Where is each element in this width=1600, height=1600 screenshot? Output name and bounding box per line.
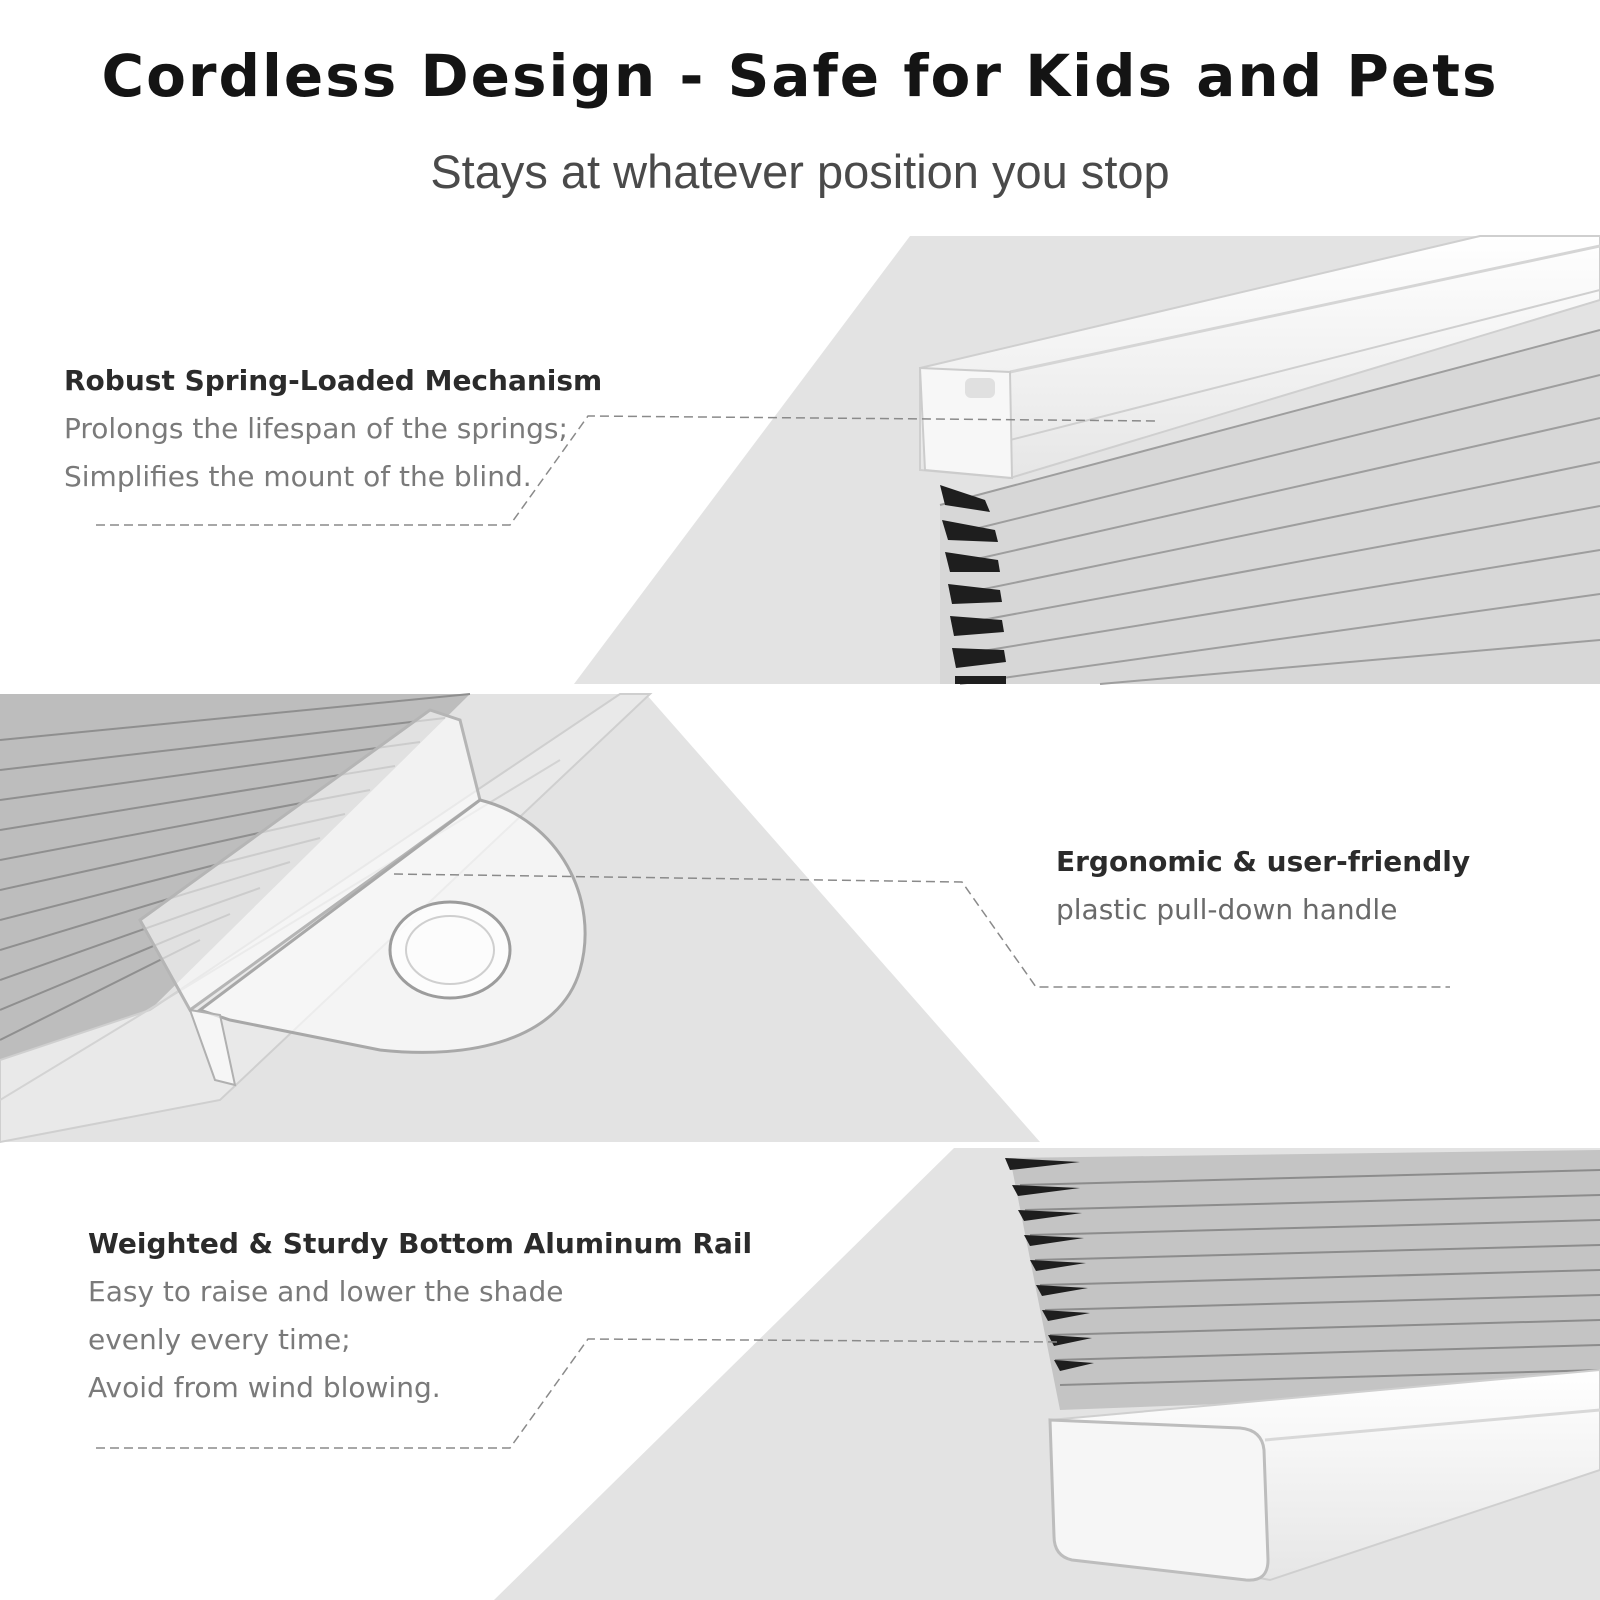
callout-text-line: plastic pull-down handle [1056,893,1398,926]
callout-spring-mechanism [64,357,602,501]
page-subtitle: Stays at whatever position you stop [430,145,1170,198]
page-title: Cordless Design - Safe for Kids and Pets [101,42,1499,110]
callout-heading: Ergonomic & user-friendly [1056,845,1471,878]
panel-top-rail [574,236,1600,684]
callout-text-line: Simplifies the mount of the blind. [64,460,532,493]
callout-text-line: Easy to raise and lower the shade [88,1275,564,1308]
pleats-bottom [1005,1150,1600,1410]
callout-heading: Weighted & Sturdy Bottom Aluminum Rail [88,1227,753,1260]
panel-handle [0,694,1040,1142]
callout-text-line: evenly every time; [88,1323,351,1356]
callout-pull-handle [1056,838,1470,934]
callout-heading: Robust Spring-Loaded Mechanism [64,364,603,397]
callout-text-line: Prolongs the lifespan of the springs; [64,412,568,445]
callout-text-line: Avoid from wind blowing. [88,1371,441,1404]
callout-bottom-rail [88,1220,752,1412]
